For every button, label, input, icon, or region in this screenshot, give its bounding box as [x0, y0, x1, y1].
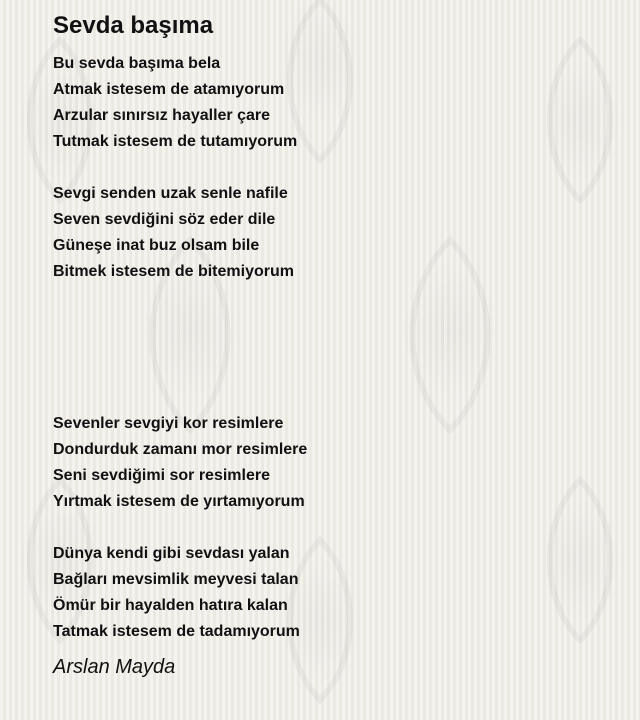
poem-line: Seni sevdiğimi sor resimlere: [53, 467, 270, 484]
poem-line: Tutmak istesem de tutamıyorum: [53, 133, 298, 150]
stanza-3: [53, 411, 613, 515]
poem-line: Dünya kendi gibi sevdası yalan: [53, 545, 290, 562]
poem-author: Arslan Mayda: [53, 656, 176, 678]
poem-line: Sevgi senden uzak senle nafile: [53, 185, 288, 202]
poem-line: Güneşe inat buz olsam bile: [53, 237, 260, 254]
poem-line: Sevenler sevgiyi kor resimlere: [53, 415, 284, 432]
stanza-4: [53, 541, 613, 645]
poem-line: Bu sevda başıma bela: [53, 55, 221, 72]
poem-line: Bağları mevsimlik meyvesi talan: [53, 571, 299, 588]
poem-line: Bitmek istesem de bitemiyorum: [53, 263, 294, 280]
stanza-2: [53, 181, 613, 285]
poem-line: Atmak istesem de atamıyorum: [53, 81, 285, 98]
poem-line: Ömür bir hayalden hatıra kalan: [53, 597, 288, 614]
poem-line: Yırtmak istesem de yırtamıyorum: [53, 493, 305, 510]
stanza-1: [53, 51, 613, 155]
poem: [53, 10, 613, 681]
poem-line: Tatmak istesem de tadamıyorum: [53, 623, 300, 640]
poem-title: Sevda başıma: [53, 12, 214, 39]
poem-line: Arzular sınırsız hayaller çare: [53, 107, 270, 124]
poem-line: Seven sevdiğini söz eder dile: [53, 211, 276, 228]
poem-line: Dondurduk zamanı mor resimlere: [53, 441, 308, 458]
